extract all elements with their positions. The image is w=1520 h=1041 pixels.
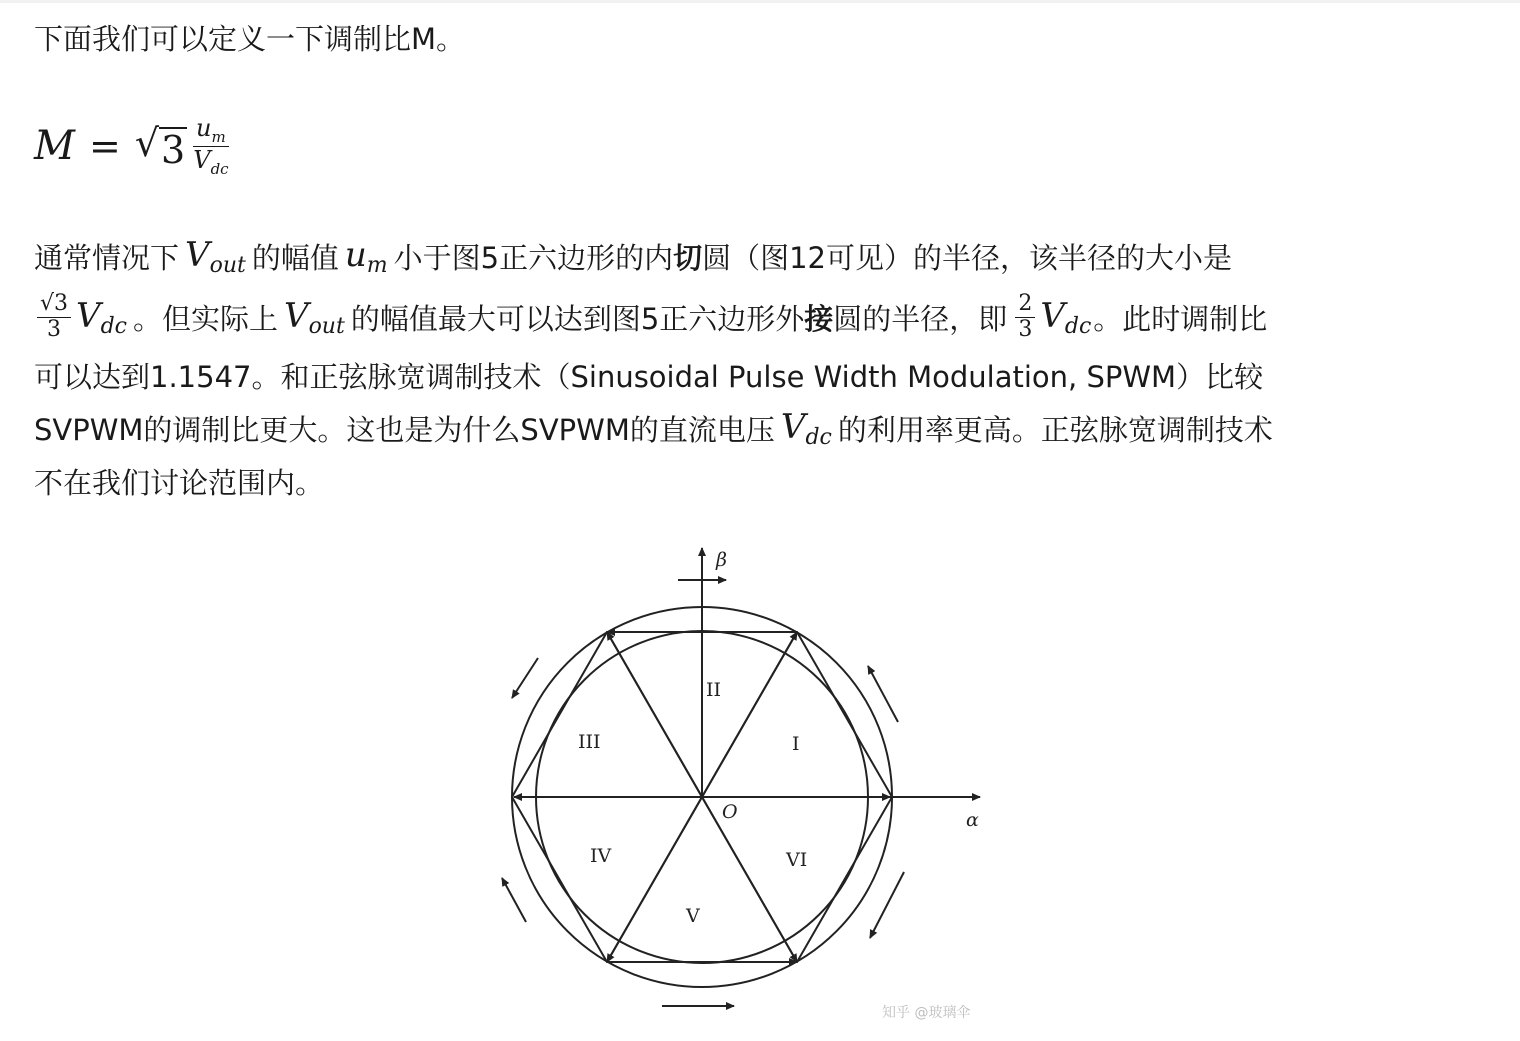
sector-label-IV: IV xyxy=(590,845,612,867)
sqrt-sign: √ xyxy=(134,121,160,165)
text-segment: 的利用率更高。正弦脉宽调制技术 xyxy=(837,412,1273,447)
v-dc-symbol: $V_{dc}$ xyxy=(76,295,127,339)
body-line-3 xyxy=(34,350,1474,400)
text-segment: 。此时调制比 xyxy=(1093,301,1268,336)
text-segment: 。但实际上 xyxy=(132,301,278,336)
modulation-ratio-formula xyxy=(34,106,235,186)
formula-lhs: M xyxy=(34,123,75,169)
hexagon-diagram xyxy=(490,536,1010,1026)
formula-numerator: $u_m$ xyxy=(193,115,229,146)
axis-label-beta: β xyxy=(716,549,727,571)
v-dc-symbol: $V_{dc}$ xyxy=(1040,295,1092,339)
sector-label-VI: VI xyxy=(786,849,808,871)
text-segment: 圆（图12可见）的半径，该半径的大小是 xyxy=(702,240,1233,275)
v-out-symbol: $V_{out}$ xyxy=(185,234,246,278)
origin-label: O xyxy=(722,801,738,823)
v-out-symbol: $V_{out}$ xyxy=(284,295,345,339)
sector-label-I: I xyxy=(792,733,800,755)
vector-2 xyxy=(702,632,797,797)
formula-sqrt xyxy=(135,121,187,171)
two-over-three: $\frac{2}{3}$ xyxy=(1015,292,1035,341)
body-line-1 xyxy=(34,228,1474,284)
sector-label-II: II xyxy=(706,679,722,701)
rotation-arrow-upper-left xyxy=(512,658,538,698)
sector-label-V: V xyxy=(686,905,700,927)
text-segment: 小于图5正六边形的内 xyxy=(393,240,674,275)
body-line-2 xyxy=(34,284,1474,350)
bold-circumscribed: 接 xyxy=(804,301,834,336)
vector-5 xyxy=(607,797,702,962)
text-segment: 的幅值 xyxy=(251,240,339,275)
bold-inscribed: 切 xyxy=(673,240,703,275)
rotation-arrow-lower-left xyxy=(502,878,526,922)
u-m-symbol: $u_m$ xyxy=(344,234,388,278)
text-segment: SVPWM的调制比更大。这也是为什么SVPWM的直流电压 xyxy=(34,412,775,447)
text-segment: 通常情况下 xyxy=(34,240,180,275)
intro-paragraph: 下面我们可以定义一下调制比M。 xyxy=(34,22,466,56)
body-line-5 xyxy=(34,456,1474,506)
text-segment: 不在我们讨论范围内。 xyxy=(34,465,325,500)
body-line-4 xyxy=(34,400,1474,456)
text-segment: 可以达到1.1547。和正弦脉宽调制技术（Sinusoidal Pulse Width Modulation, SPWM）比较 xyxy=(34,359,1264,394)
rotation-arrow-lower-right xyxy=(870,872,904,938)
vector-3 xyxy=(607,632,702,797)
text-segment: 圆的半径，即 xyxy=(833,301,1008,336)
formula-equals: = xyxy=(88,124,121,168)
text-segment: 的幅值最大可以达到图5正六边形外 xyxy=(350,301,805,336)
axis-label-alpha: α xyxy=(966,809,979,831)
zhihu-watermark: 知乎 @玻璃伞 xyxy=(882,1005,971,1021)
body-paragraph xyxy=(34,228,1474,506)
v-dc-symbol: $V_{dc}$ xyxy=(780,406,832,450)
formula-fraction xyxy=(190,115,231,177)
vector-6 xyxy=(702,797,797,962)
sqrt-radicand: 3 xyxy=(161,128,186,172)
sqrt3-over-3: $\frac{√3}{3}$ xyxy=(37,292,71,341)
top-bar xyxy=(0,0,1520,3)
svpwm-hexagon-figure xyxy=(490,536,1010,1026)
sector-label-III: III xyxy=(578,731,601,753)
formula-denominator: $V_{dc}$ xyxy=(193,145,229,178)
